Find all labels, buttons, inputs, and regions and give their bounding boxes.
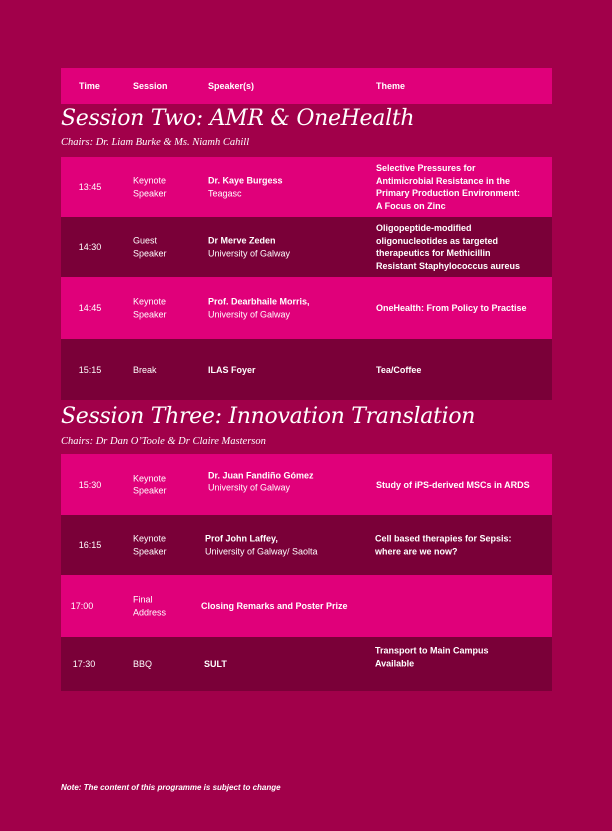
row-time: 15:30 — [78, 479, 102, 490]
row-time: 13:45 — [78, 181, 102, 192]
row-time: 17:00 — [70, 600, 94, 611]
row-time: 14:30 — [78, 241, 102, 252]
row-theme: OneHealth: From Policy to Practise — [376, 302, 527, 313]
row-time: 16:15 — [78, 539, 102, 550]
row-session: Keynote Speaker — [133, 533, 167, 556]
header-session: Session — [133, 80, 168, 91]
row-session: BBQ — [133, 658, 153, 669]
table-row — [61, 339, 552, 400]
row-speaker: Dr. Kaye Burgess Teagasc — [208, 175, 283, 198]
header-theme: Theme — [376, 80, 406, 91]
row-session: Keynote Speaker — [133, 296, 167, 319]
row-speaker: Prof John Laffey, University of Galway/ Saolta — [205, 533, 318, 556]
row-speaker: Dr Merve Zeden University of Galway — [208, 235, 291, 258]
row-speaker: Prof. Dearbhaile Morris, University of Galway — [208, 296, 310, 319]
row-session: Keynote Speaker — [133, 175, 167, 198]
row-speaker: Closing Remarks and Poster Prize — [201, 600, 348, 611]
header-time: Time — [79, 80, 100, 91]
row-theme: Cell based therapies for Sepsis: where are we now? — [375, 533, 512, 556]
row-speaker: SULT — [204, 658, 227, 669]
row-theme: Transport to Main Campus Available — [375, 645, 489, 668]
table-row — [61, 515, 552, 575]
row-session: Final Address — [133, 594, 167, 617]
session-three-chairs: Chairs: Dr Dan O’Toole & Dr Claire Masterson — [61, 436, 266, 447]
row-theme: Oligopeptide-modified oligonucleotides as targeted therapeutics for Methicillin Resistant Staphylococcus aureus — [376, 223, 521, 271]
header-speaker: Speaker(s) — [208, 80, 255, 91]
table-row — [61, 157, 552, 217]
table-row — [61, 277, 552, 339]
table-row — [61, 637, 552, 691]
row-session: Keynote Speaker — [133, 473, 167, 496]
session-two-chairs: Chairs: Dr. Liam Burke & Ms. Niamh Cahill — [61, 137, 250, 148]
row-session: Break — [133, 364, 157, 375]
row-theme: Tea/Coffee — [376, 364, 422, 375]
table-header — [61, 68, 552, 104]
row-theme: Selective Pressures for Antimicrobial Resistance in the Primary Production Environment: A Focus on Zinc — [376, 163, 521, 211]
row-theme: Study of iPS-derived MSCs in ARDS — [376, 479, 530, 490]
session-three-title: Session Three: Innovation Translation — [61, 404, 476, 429]
row-speaker: ILAS Foyer — [208, 364, 256, 375]
row-time: 17:30 — [72, 658, 96, 669]
session-two-title: Session Two: AMR & OneHealth — [61, 106, 415, 131]
table-row — [61, 454, 552, 515]
row-session: Guest Speaker — [133, 235, 167, 258]
row-time: 15:15 — [78, 364, 102, 375]
table-row — [61, 217, 552, 277]
table-row — [61, 575, 552, 637]
row-time: 14:45 — [78, 302, 102, 313]
row-speaker: Dr. Juan Fandiño Gómez University of Galway — [208, 470, 314, 493]
programme-note: Note: The content of this programme is subject to change — [61, 783, 281, 792]
